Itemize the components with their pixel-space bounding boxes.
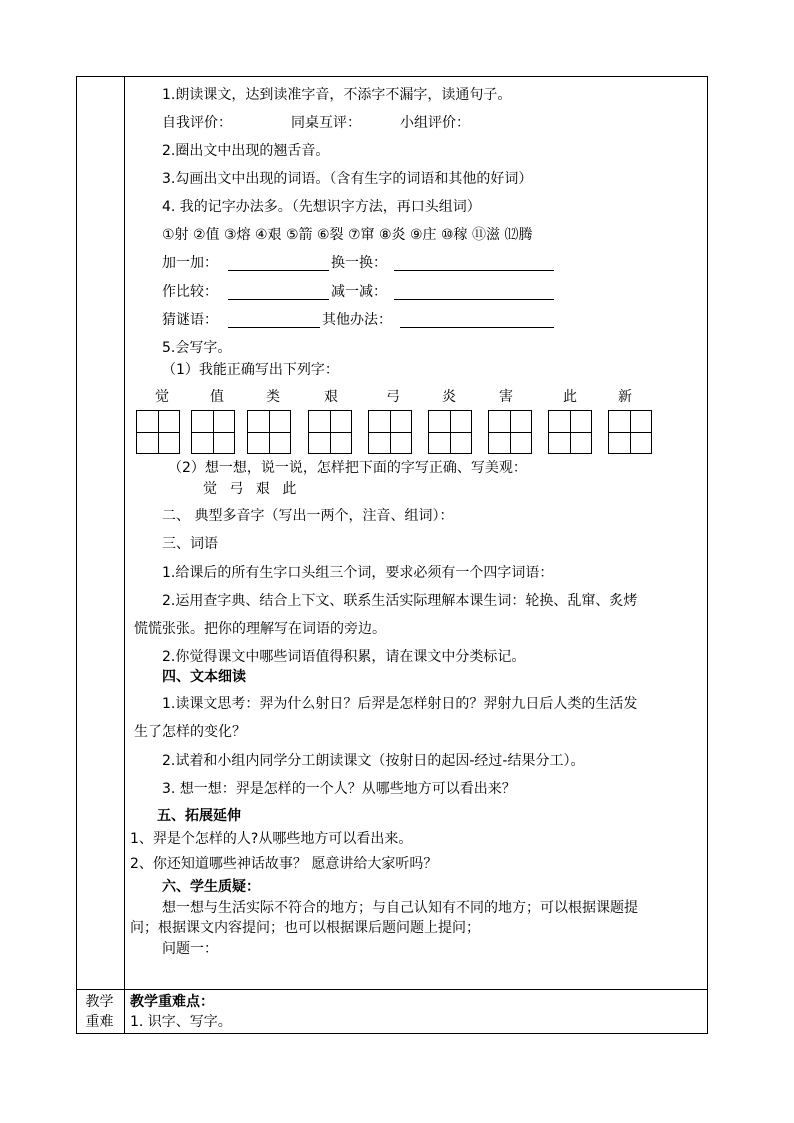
method-compare-label: 作比较： xyxy=(162,284,218,300)
task-5: 5.会写字。 xyxy=(162,340,232,356)
method-compare-blank[interactable] xyxy=(228,299,329,300)
grid-char: 此 xyxy=(563,389,577,405)
side-label-line-1: 教学 xyxy=(85,994,114,1010)
task-1: 1.朗读课文，达到读准字音，不添字不漏字，读通句子。 xyxy=(162,87,512,103)
section-6-heading: 六、学生质疑： xyxy=(162,879,260,895)
section-3-heading: 三、词语 xyxy=(162,536,218,552)
section-6-line-2: 问；根据课文内容提问；也可以根据课后题问题上提问； xyxy=(130,920,480,936)
task-4: 4. 我的记字办法多。（先想识字方法，再口头组词） xyxy=(162,199,481,215)
method-subtract-blank[interactable] xyxy=(394,299,554,300)
method-other-blank[interactable] xyxy=(400,327,554,328)
method-riddle-label: 猜谜语： xyxy=(162,312,218,328)
key-points-item: 1. 识字、写字。 xyxy=(130,1014,232,1030)
grid-char: 觉 xyxy=(155,389,169,405)
writing-grid-box[interactable] xyxy=(308,410,352,454)
method-swap-label: 换一换： xyxy=(331,255,387,271)
writing-grid-box[interactable] xyxy=(428,410,472,454)
task-5-1: （1）我能正确写出下列字： xyxy=(162,362,339,378)
eval-group: 小组评价： xyxy=(400,115,470,131)
side-label-line-2: 重难 xyxy=(85,1014,114,1030)
grid-char: 害 xyxy=(499,389,513,405)
section-3-item-1: 1.给课后的所有生字口头组三个词，要求必须有一个四字词语： xyxy=(162,565,554,581)
method-swap-blank[interactable] xyxy=(394,270,554,271)
column-divider xyxy=(124,77,125,1033)
section-4-item-1-line-1: 1.读课文思考：羿为什么射日？后羿是怎样射日的？羿射九日后人类的生活发 xyxy=(162,696,638,712)
section-3-item-3: 2.你觉得课文中哪些词语值得积累，请在课文中分类标记。 xyxy=(162,649,526,665)
section-5-item-2: 2、你还知道哪些神话故事？ 愿意讲给大家听吗？ xyxy=(130,856,438,872)
method-subtract-label: 减一减： xyxy=(331,284,387,300)
task-2: 2.圈出文中出现的翘舌音。 xyxy=(162,143,330,159)
section-4-item-1-line-2: 生了怎样的变化？ xyxy=(134,724,246,740)
task-3: 3.勾画出文中出现的词语。（含有生字的词语和其他的好词） xyxy=(162,171,533,187)
writing-grid-box[interactable] xyxy=(488,410,532,454)
section-5-heading: 五、拓展延伸 xyxy=(157,808,241,824)
section-2-heading: 二、 典型多音字（写出一两个，注音、组词）： xyxy=(162,508,454,524)
grid-char: 艰 xyxy=(324,389,338,405)
method-riddle-blank[interactable] xyxy=(228,327,320,328)
section-4-item-3: 3. 想一想：羿是怎样的一个人？从哪些地方可以看出来？ xyxy=(162,781,516,797)
eval-self: 自我评价： xyxy=(162,115,232,131)
section-4-item-2: 2.试着和小组内同学分工朗读课文（按射日的起因-经过-结果分工）。 xyxy=(162,753,585,769)
writing-grid-box[interactable] xyxy=(247,410,291,454)
writing-grid-box[interactable] xyxy=(191,410,235,454)
grid-char: 弓 xyxy=(386,389,400,405)
writing-grid-box[interactable] xyxy=(136,410,180,454)
key-points-title: 教学重难点： xyxy=(130,994,214,1010)
task-5-2: （2）想一想，说一说，怎样把下面的字写正确、写美观： xyxy=(168,460,527,476)
method-add-blank[interactable] xyxy=(228,270,329,271)
section-3-item-2-line-2: 慌慌张张。把你的理解写在词语的旁边。 xyxy=(134,621,386,637)
section-6-line-3: 问题一： xyxy=(162,941,218,957)
eval-peer: 同桌互评： xyxy=(291,115,361,131)
writing-grid-box[interactable] xyxy=(608,410,652,454)
grid-char: 新 xyxy=(618,389,632,405)
grid-char: 炎 xyxy=(442,389,456,405)
section-4-heading: 四、文本细读 xyxy=(162,669,246,685)
method-add-label: 加一加： xyxy=(162,255,218,271)
section-3-item-2-line-1: 2.运用查字典、结合上下文、联系生活实际理解本课生词：轮换、乱窜、炙烤 xyxy=(162,593,638,609)
method-other-label: 其他办法： xyxy=(322,312,392,328)
task-5-2-chars: 觉 弓 艰 此 xyxy=(203,481,301,497)
row-divider xyxy=(77,989,707,990)
grid-char: 值 xyxy=(210,389,224,405)
section-6-line-1: 想一想与生活实际不符合的地方；与自己认知有不同的地方；可以根据课题提 xyxy=(162,900,638,916)
writing-grid-box[interactable] xyxy=(368,410,412,454)
writing-grid-box[interactable] xyxy=(548,410,592,454)
section-5-item-1: 1、羿是个怎样的人?从哪些地方可以看出来。 xyxy=(130,831,413,847)
char-list: ①射 ②值 ③熔 ④艰 ⑤箭 ⑥裂 ⑦窜 ⑧炎 ⑨庄 ⑩稼 ⑪滋 ⑿腾 xyxy=(162,227,533,243)
grid-char: 类 xyxy=(266,389,280,405)
